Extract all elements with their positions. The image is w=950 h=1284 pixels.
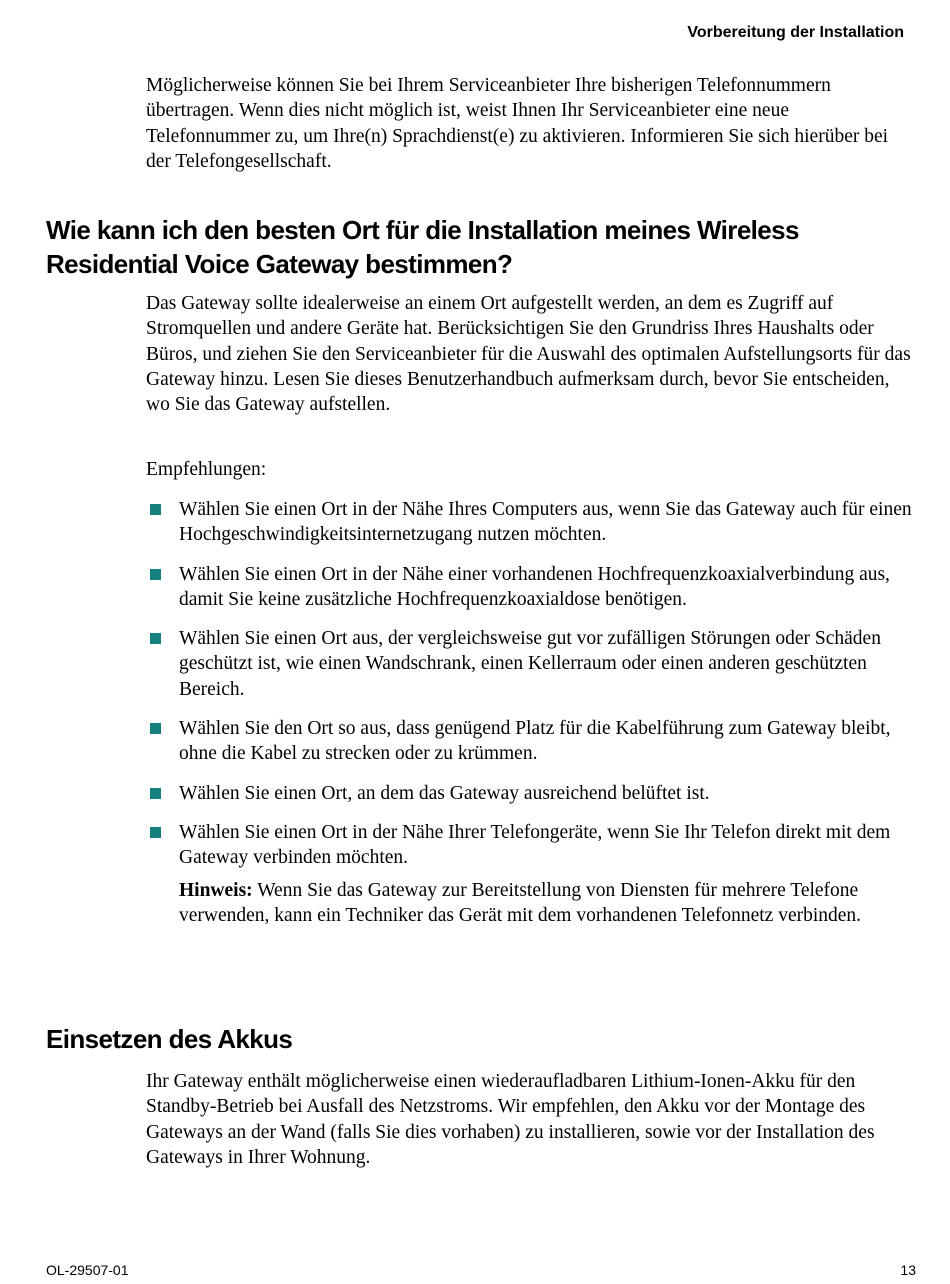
note-label: Hinweis: xyxy=(179,879,253,901)
footer-page-number: 13 xyxy=(900,1262,916,1278)
list-item xyxy=(146,820,916,928)
list-item-text: Wählen Sie einen Ort in der Nähe Ihres Computers aus, wenn Sie das Gateway auch für einen Hochgeschwindigkeitsinternetzugang nutzen möchten. xyxy=(179,499,912,546)
footer-doc-number: OL-29507-01 xyxy=(46,1262,129,1278)
square-bullet-icon xyxy=(150,788,161,799)
list-item xyxy=(146,716,916,767)
square-bullet-icon xyxy=(150,827,161,838)
square-bullet-icon xyxy=(150,504,161,515)
square-bullet-icon xyxy=(150,569,161,580)
list-item-text: Wählen Sie einen Ort in der Nähe Ihrer Telefongeräte, wenn Sie Ihr Telefon direkt mit dem Gateway verbinden möchten. xyxy=(179,821,891,869)
battery-paragraph: Ihr Gateway enthält möglicherweise einen wiederaufladbaren Lithium-Ionen-Akku für den Standby-Betrieb bei Ausfall des Netzstroms. Wir empfehlen, den Akku vor der Montage des Gateways an der Wand (falls Sie dies vorhaben) zu installieren, sowie vor der Installation des Gateways in Ihrer Wohnung. xyxy=(146,1071,875,1168)
note xyxy=(179,878,916,929)
section-heading-battery: Einsetzen des Akkus xyxy=(46,1024,293,1054)
recommendations-list xyxy=(146,497,916,928)
list-item-text: Wählen Sie einen Ort aus, der vergleichsweise gut vor zufälligen Störungen oder Schäden geschützt ist, wie einen Wandschrank, einen Kellerraum oder einen anderen geschützten Bereich. xyxy=(179,628,881,700)
list-item xyxy=(146,781,916,806)
list-item xyxy=(146,497,916,548)
square-bullet-icon xyxy=(150,633,161,644)
list-item xyxy=(146,626,916,702)
note-text: Wenn Sie das Gateway zur Bereitstellung von Diensten für mehrere Telefone verwenden, kann ein Techniker das Gerät mit dem vorhandenen Telefonnetz verbinden. xyxy=(179,879,862,926)
running-header: Vorbereitung der Installation xyxy=(687,24,904,41)
square-bullet-icon xyxy=(150,723,161,734)
list-item xyxy=(146,562,916,613)
list-item-text: Wählen Sie den Ort so aus, dass genügend Platz für die Kabelführung zum Gateway bleibt, ohne die Kabel zu strecken oder zu krümmen. xyxy=(179,718,891,765)
location-paragraph: Das Gateway sollte idealerweise an einem Ort aufgestellt werden, an dem es Zugriff auf Stromquellen und andere Geräte hat. Berücksichtigen Sie den Grundriss Ihres Haushalts oder Büros, und ziehen Sie den Serviceanbieter für die Auswahl des optimalen Aufstellungsorts für das Gateway hinzu. Lesen Sie dieses Benutzerhandbuch aufmerksam durch, bevor Sie entscheiden, wo Sie das Gateway aufstellen. xyxy=(146,293,911,416)
list-item-text: Wählen Sie einen Ort, an dem das Gateway ausreichend belüftet ist. xyxy=(179,782,710,804)
intro-paragraph: Möglicherweise können Sie bei Ihrem Serviceanbieter Ihre bisherigen Telefonnummern übertragen. Wenn dies nicht möglich ist, weist Ihnen Ihr Serviceanbieter eine neue Telefonnummer zu, um Ihre(n) Sprachdienst(e) zu aktivieren. Informieren Sie sich hierüber bei der Telefongesellschaft. xyxy=(146,75,889,172)
recommendations-label: Empfehlungen: xyxy=(146,459,267,480)
list-item-text: Wählen Sie einen Ort in der Nähe einer vorhandenen Hochfrequenzkoaxialverbindung aus, damit Sie keine zusätzliche Hochfrequenzkoaxialdose benötigen. xyxy=(179,563,890,610)
section-heading-location: Wie kann ich den besten Ort für die Installation meines Wireless Residential Voice Gateway bestimmen? xyxy=(46,215,799,279)
